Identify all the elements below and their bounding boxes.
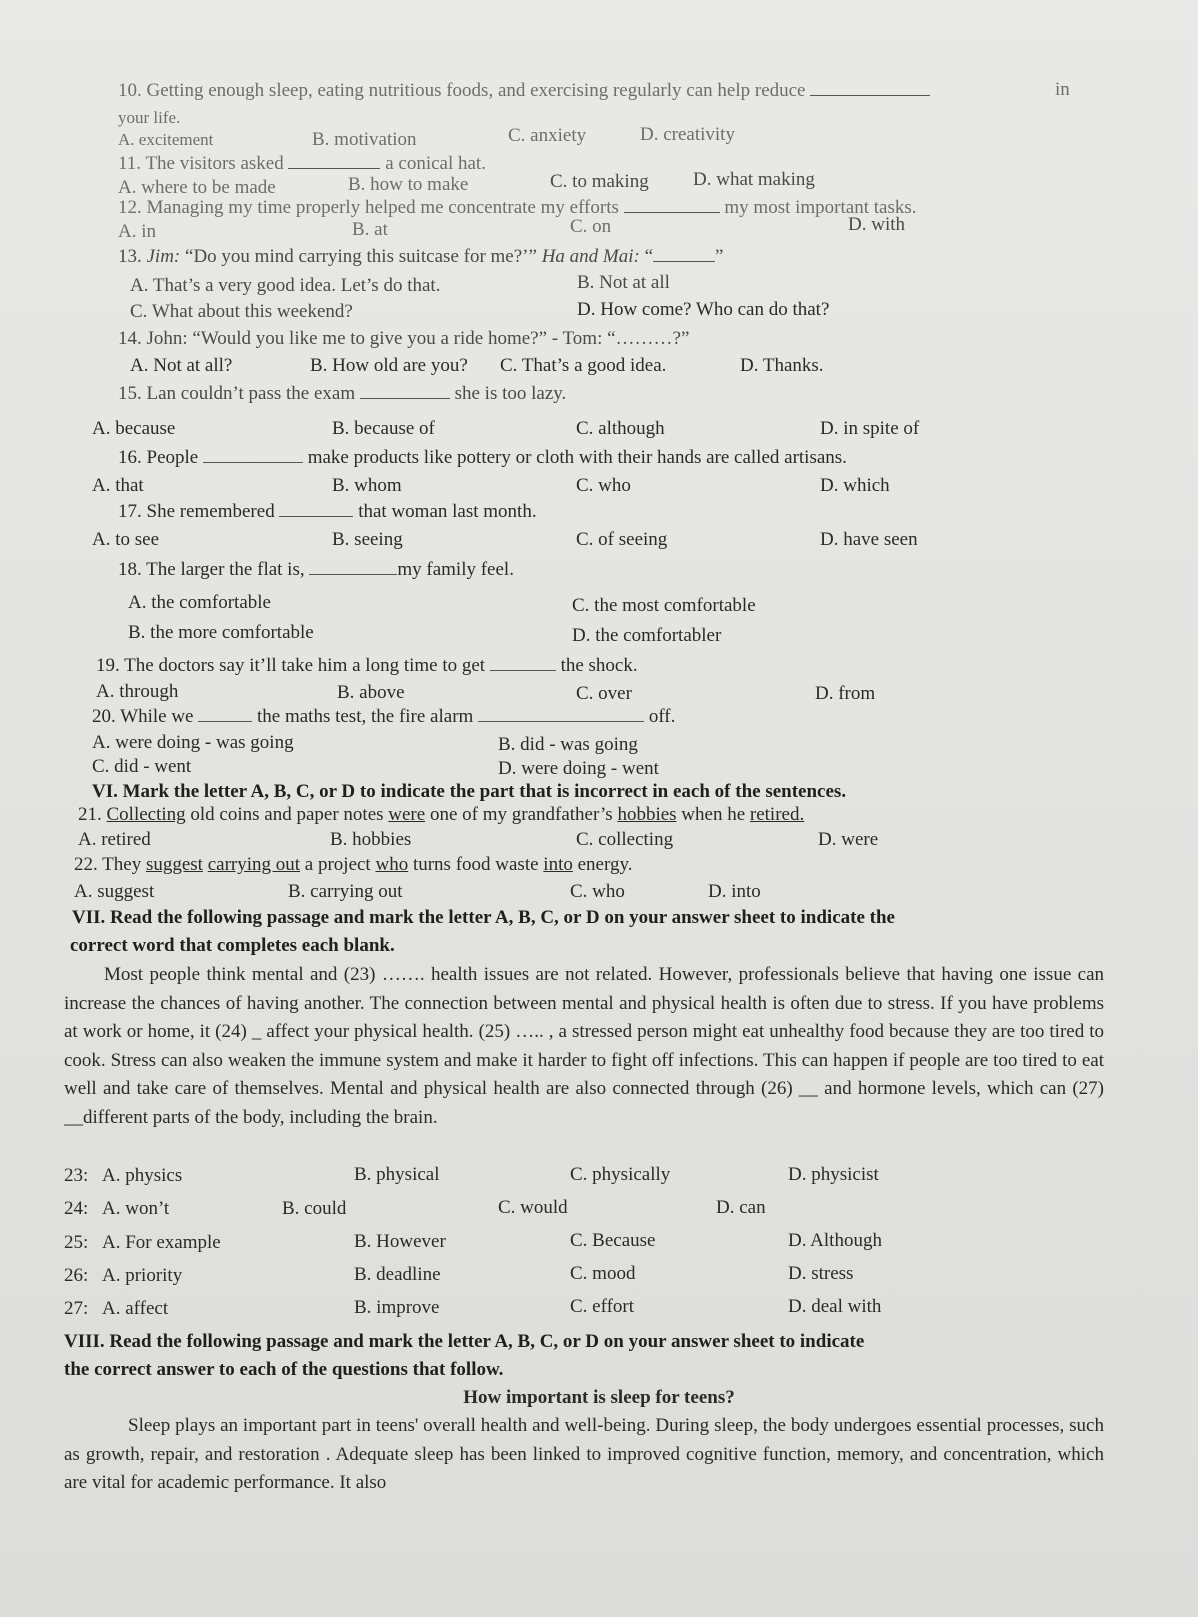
answer-blank <box>810 79 930 96</box>
answer-blank <box>203 446 303 463</box>
option-a: A. to see <box>92 529 160 550</box>
option-a: A. Not at all? <box>130 355 233 376</box>
option-c: C. physically <box>570 1164 671 1185</box>
question-11: 11. The visitors asked a conical hat. <box>118 153 486 174</box>
option-d: D. creativity <box>640 124 735 145</box>
option-b: B. hobbies <box>330 829 412 850</box>
option-a: A. where to be made <box>118 177 276 198</box>
section-8-header-cont: the correct answer to each of the questions that follow. <box>64 1359 504 1380</box>
passage-8-title: How important is sleep for teens? <box>463 1387 735 1408</box>
option-c: C. to making <box>550 171 649 192</box>
option-d: D. in spite of <box>820 418 920 439</box>
option-b: B. did - was going <box>498 734 638 755</box>
option-c: C. although <box>576 418 665 439</box>
q23-num: 23: <box>64 1165 89 1186</box>
q25-num: 25: <box>64 1232 89 1253</box>
question-18: 18. The larger the flat is, my family feel. <box>118 559 514 580</box>
option-d: D. Although <box>788 1230 882 1251</box>
option-b: B. how to make <box>348 174 469 195</box>
option-c: C. mood <box>570 1263 636 1284</box>
option-b: B. could <box>282 1198 347 1219</box>
option-a: A. excitement <box>118 130 214 149</box>
option-c: C. did - went <box>92 756 192 777</box>
passage-8: Sleep plays an important part in teens' overall health and well-being. During sleep, the body undergoes essential processes, such as growth, repair, and restoration . Adequate sleep has been linked to improved cognitive function, memory, and concentration, which are vital for academic performance. It also <box>64 1415 1104 1493</box>
option-a: A. because <box>92 418 176 439</box>
question-14: 14. John: “Would you like me to give you a ride home?” - Tom: “………?” <box>118 328 690 349</box>
section-7-header: VII. Read the following passage and mark the letter A, B, C, or D on your answer sheet to indicate the <box>72 907 895 928</box>
section-6-header: VI. Mark the letter A, B, C, or D to indicate the part that is incorrect in each of the sentences. <box>92 781 847 802</box>
option-b: B. at <box>352 219 388 240</box>
option-d: D. were doing - went <box>498 758 659 779</box>
question-12: 12. Managing my time properly helped me concentrate my efforts my most important tasks. <box>118 197 917 218</box>
option-b: B. above <box>337 682 405 703</box>
question-17: 17. She remembered that woman last month. <box>118 501 537 522</box>
option-b: B. because of <box>332 418 435 439</box>
answer-blank <box>478 705 644 722</box>
option-b: B. How old are you? <box>310 355 468 376</box>
answer-blank <box>198 705 252 722</box>
option-d: D. How come? Who can do that? <box>577 299 830 320</box>
option-b: B. carrying out <box>288 881 403 902</box>
section-7-header-cont: correct word that completes each blank. <box>70 935 395 956</box>
option-d: D. stress <box>788 1263 854 1284</box>
option-d: D. the comfortabler <box>572 625 722 646</box>
option-c: C. on <box>570 216 612 237</box>
option-b: B. Not at all <box>577 272 670 293</box>
option-c: C. What about this weekend? <box>130 301 353 322</box>
option-d: D. with <box>848 214 905 235</box>
option-b: B. deadline <box>354 1264 441 1285</box>
passage-7: Most people think mental and (23) ……. health issues are not related. However, professionals believe that having one issue can increase the chances of having another. The connection between mental and physical health is often due to stress. If you have problems at work or home, it (24) _ affect your physical health. (25) ….. , a stressed person might eat unhealthy food because they are too tired to cook. Stress can also weaken the immune system and make it harder to fight off infections. This can happen if people are too tired to eat well and take care of themselves. Mental and physical health are also connected through (26) __ and hormone levels, which can (27) __different parts of the body, including the brain. <box>64 964 1104 1128</box>
option-a: A. that <box>92 475 144 496</box>
option-c: C. collecting <box>576 829 674 850</box>
option-a: A. retired <box>78 829 151 850</box>
option-a: A. the comfortable <box>128 592 271 613</box>
option-d: D. physicist <box>788 1164 879 1185</box>
option-b: B. seeing <box>332 529 403 550</box>
option-c: C. Because <box>570 1230 656 1251</box>
option-a: A. affect <box>102 1298 169 1319</box>
option-b: B. physical <box>354 1164 440 1185</box>
question-10-continued: your life. <box>118 108 181 127</box>
option-d: D. which <box>820 475 890 496</box>
option-d: D. from <box>815 683 876 704</box>
option-d: D. into <box>708 881 761 902</box>
option-b: B. improve <box>354 1297 440 1318</box>
answer-blank <box>624 196 720 213</box>
option-d: D. can <box>716 1197 766 1218</box>
option-b: B. whom <box>332 475 402 496</box>
option-c: C. the most comfortable <box>572 595 756 616</box>
option-d: D. what making <box>693 169 815 190</box>
question-10-tail: in <box>1055 79 1070 100</box>
question-13: 13. Jim: “Do you mind carrying this suitcase for me?’” Ha and Mai: “ ” <box>118 246 724 267</box>
option-b: B. However <box>354 1231 446 1252</box>
option-a: A. were doing - was going <box>92 732 294 753</box>
question-22: 22. They suggest carrying out a project who turns food waste into energy. <box>74 854 633 875</box>
option-d: D. deal with <box>788 1296 882 1317</box>
answer-blank <box>360 382 450 399</box>
option-a: A. suggest <box>74 881 155 902</box>
option-a: A. in <box>118 221 156 242</box>
option-c: C. who <box>576 475 631 496</box>
option-c: C. over <box>576 683 632 704</box>
option-c: C. who <box>570 881 625 902</box>
option-a: A. won’t <box>102 1198 170 1219</box>
option-d: D. have seen <box>820 529 918 550</box>
option-d: D. Thanks. <box>740 355 824 376</box>
answer-blank <box>309 558 397 575</box>
section-8-header: VIII. Read the following passage and mark the letter A, B, C, or D on your answer sheet to indicate <box>64 1331 865 1352</box>
option-a: A. That’s a very good idea. Let’s do that. <box>130 275 441 296</box>
option-a: A. For example <box>102 1232 221 1253</box>
q26-num: 26: <box>64 1265 89 1286</box>
answer-blank <box>490 654 556 671</box>
option-c: C. That’s a good idea. <box>500 355 667 376</box>
question-19: 19. The doctors say it’ll take him a long time to get the shock. <box>96 655 638 676</box>
option-a: A. through <box>96 681 179 702</box>
answer-blank <box>279 500 353 517</box>
option-a: A. physics <box>102 1165 183 1186</box>
answer-blank <box>653 245 715 262</box>
question-10: 10. Getting enough sleep, eating nutritious foods, and exercising regularly can help reduce <box>118 79 930 103</box>
question-16: 16. People make products like pottery or cloth with their hands are called artisans. <box>118 447 847 468</box>
option-b: B. motivation <box>312 129 417 150</box>
option-c: C. would <box>498 1197 568 1218</box>
option-c: C. effort <box>570 1296 635 1317</box>
option-c: C. of seeing <box>576 529 668 550</box>
option-a: A. priority <box>102 1265 183 1286</box>
option-c: C. anxiety <box>508 125 587 146</box>
question-15: 15. Lan couldn’t pass the exam she is too lazy. <box>118 383 567 404</box>
question-20: 20. While we the maths test, the fire alarm off. <box>92 706 676 727</box>
question-21: 21. Collecting old coins and paper notes were one of my grandfather’s hobbies when he retired. <box>78 804 805 825</box>
option-b: B. the more comfortable <box>128 622 314 643</box>
q24-num: 24: <box>64 1198 89 1219</box>
q27-num: 27: <box>64 1298 89 1319</box>
answer-blank <box>288 152 380 169</box>
option-d: D. were <box>818 829 879 850</box>
